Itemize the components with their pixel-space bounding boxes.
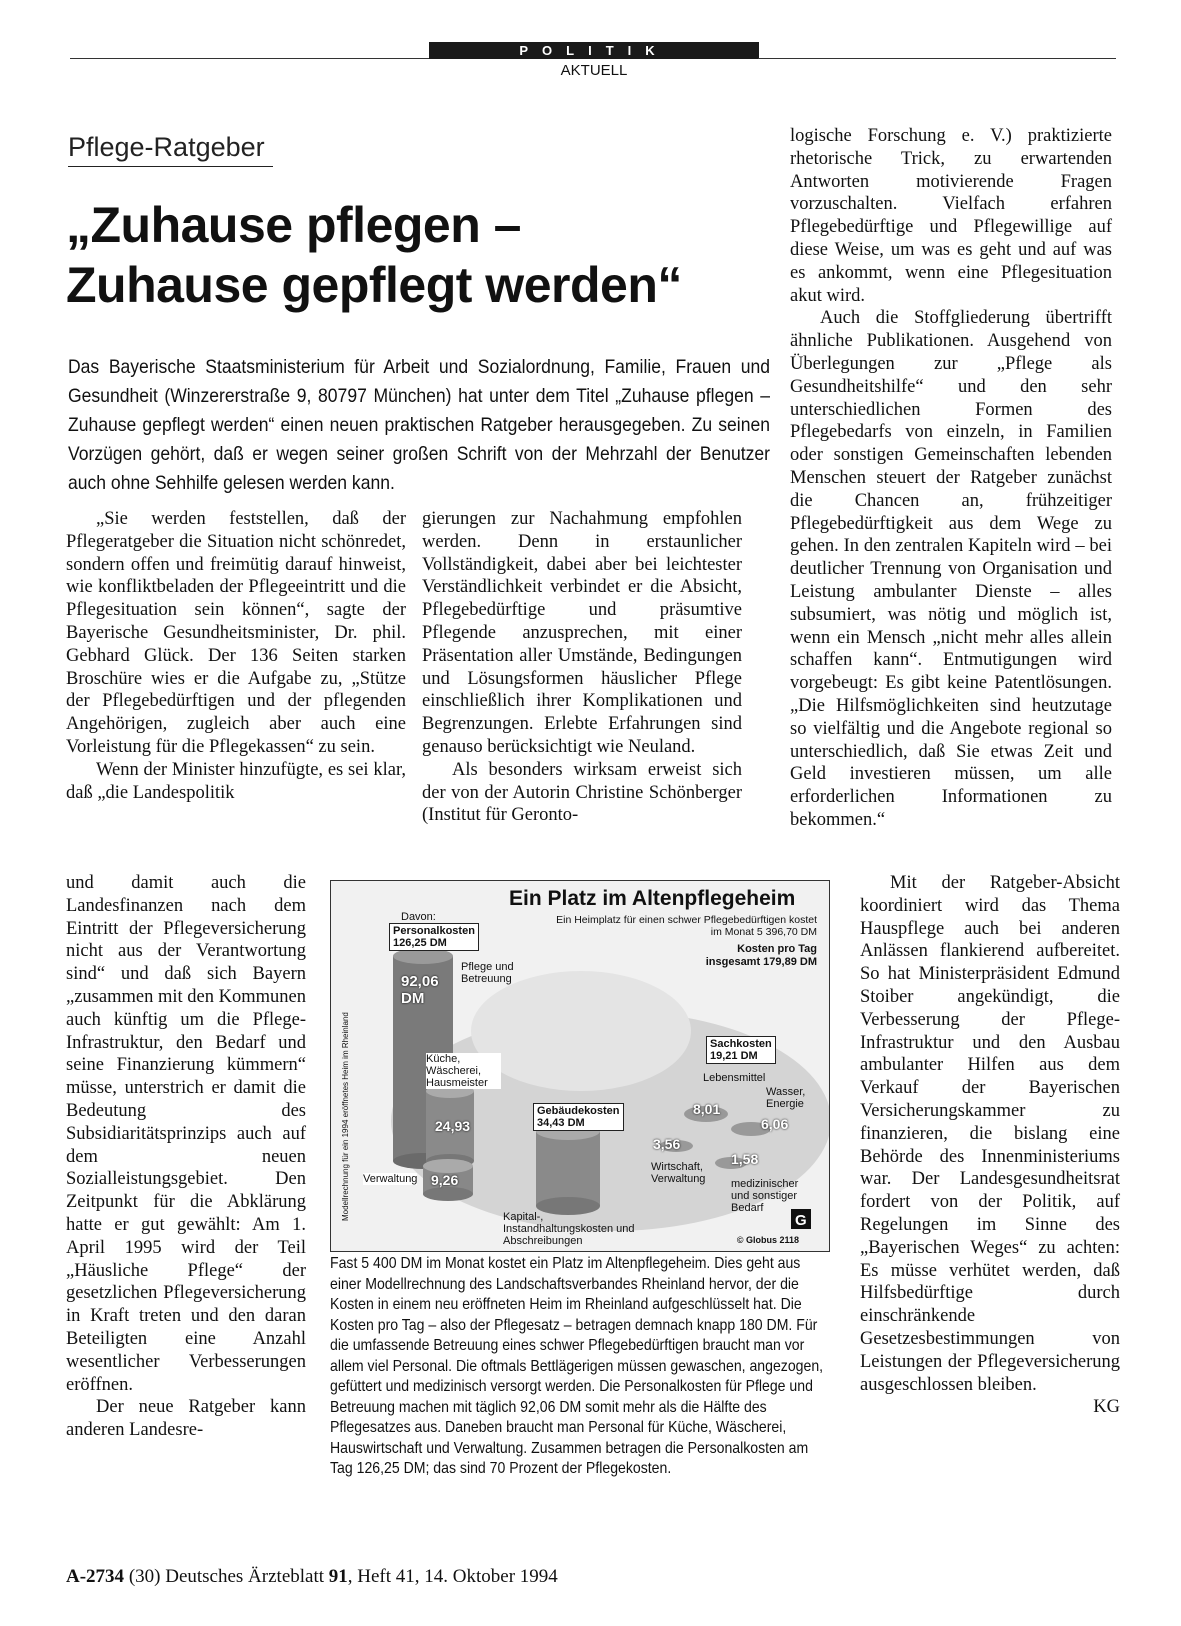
wirtschaft-label: Wirtschaft, Verwaltung — [651, 1161, 706, 1185]
kueche-label: Küche, Wäscherei, Hausmeister — [426, 1053, 501, 1089]
paragraph: Auch die Stoffgliederung übertrifft ähnliche Publikationen. Ausgehend von Überlegungen zur „Pflege als Gesundheitshilfe“ und den sehr unterschiedlichen Formen des Pflegebedarfs von einzeln, in Familien oder sonstigen Gemeinschaften lebenden Menschen steuert der Ratgeber zunächst die Chancen an, frühzeitiger Pflegebedürftigkeit aus dem Wege zu gehen. In den zentralen Kapiteln wird – bei deutlicher Trennung von Organisation und Leistung ambulanter Dienste – alles subsumiert, was nötig und möglich ist, wenn ein Mensch „nicht mehr alles allein schaffen kann“. Entmutigungen wird vorgebeugt: Es gibt keine Patentlösungen. „Die Hilfsmöglichkeiten sind heutzutage so vielfältig und die Angebote regional so unterschiedlich, daß Sie etwas Zeit und Geld investieren müssen, um alle erforderlichen Informationen zu bekommen.“ — [790, 308, 1112, 830]
infographic-figure — [330, 880, 830, 1252]
svg-text:G: G — [795, 1212, 807, 1229]
verwaltung-value: 9,26 — [431, 1172, 459, 1188]
lebensmittel-label: Lebensmittel — [703, 1072, 766, 1084]
davon-label: Davon: — [401, 911, 436, 923]
paragraph: Mit der Ratgeber-Absicht koordiniert wird das Thema Hauspflege auch bei anderen Anlässen flankierend aufbereitet. So hat Ministerpräsident Edmund Stoiber angekündigt, die Verbesserung der Pflege-Infrastruktur und den Ausbau ambulanter Hilfen aus dem Verkauf der Bayerischen Versicherungskammer zu finanzieren, die bislang eine Behörde des Innenministeriums war. Der Landesgesundheitsrat fordert von der Politik, auf Regelungen im Sinne des „Bayerischen Weges“ zu achten: Es müsse verhütet werden, daß Hilfsbedürftige durch einschränkende Gesetzesbestimmungen von Leistungen der Pflegeversicherung ausgeschlossen bleiben. — [860, 873, 1120, 1395]
paragraph: gierungen zur Nachahmung empfohlen werden. Denn in erstaunlicher Vollständigkeit, dabei aber bei leichtester Verständlichkeit verbindet er die Absicht, Pflegebedürftige und präsumtive Pflegende anzusprechen, mit einer Präsentation aller Umstände, Bedingungen und Lösungsformen häuslicher Pflege einschließlich ihrer Komplikationen und Begrenzungen. Erlebte Erfahrungen sind genauso berücksichtigt wie Neuland. — [422, 509, 742, 757]
journal-name: Deutsches Ärzteblatt — [165, 1566, 325, 1587]
gebaeude-label: Gebäudekosten — [537, 1105, 620, 1117]
page-code: A-2734 — [66, 1566, 125, 1587]
gebaeude-box — [533, 1103, 624, 1131]
journal-issue: , Heft 41, 14. Oktober 1994 — [347, 1566, 558, 1587]
total-label: Kosten pro Tag — [737, 943, 817, 955]
headline-line-1: „Zuhause pflegen – — [66, 197, 521, 253]
pflege-value-unit: DM — [401, 990, 425, 1007]
page-number: (30) — [128, 1566, 161, 1587]
wasser-value: 6,06 — [761, 1116, 789, 1132]
article-lead: Das Bayerische Staatsministerium für Arbeit und Sozialordnung, Familie, Frauen und Gesundheit (Winzererstraße 9, 80797 München) hat unter dem Titel „Zuhause pflegen – Zuhause gepflegt werden“ einen neuen praktischen Ratgeber herausgegeben. Zu seinen Vorzügen gehört, daß er wegen seiner großen Schrift von der Mehrzahl der Benutzer auch ohne Sehhilfe gelesen werden kann. — [68, 356, 770, 494]
total-value: insgesamt 179,89 DM — [705, 956, 817, 968]
body-column-3-continued — [860, 872, 1120, 1419]
wirtschaft-value: 3,56 — [653, 1136, 681, 1152]
figure-side-note: Modellrechnung für ein 1994 eröffnetes Heim im Rheinland — [341, 1012, 350, 1221]
body-column-2 — [422, 508, 742, 827]
paragraph: „Sie werden feststellen, daß der Pflegeratgeber die Situation nicht schönredet, sondern offen und freimütig darauf hinweist, wie konfliktbeladen der Pflegeeintritt und die Pflegesituation sein können“, sagte der Bayerische Gesundheitsminister, Dr. phil. Gebhard Glück. Der 136 Seiten starken Broschüre wies er die Aufgabe zu, „Stütze der Pflegebedürftigen und der pflegenden Angehörigen, zugleich aber auch eine Vorleistung für die Pflegekassen“ zu sein. — [66, 509, 406, 757]
paragraph: logische Forschung e. V.) praktizierte rhetorische Trick, zu erwartenden Antworten motivierende Fragen vorzuschalten. Vielfach erfahren Pflegebedürftige und Pflegewillige auf diese Weise, um was es geht und auf was es ankommt, wenn eine Pflegesituation akut wird. — [790, 126, 1112, 306]
paragraph: Als besonders wirksam erweist sich der von der Autorin Christine Schönberger (Institut für Geronto- — [422, 759, 742, 826]
figure-caption: Fast 5 400 DM im Monat kostet ein Platz im Altenpflegeheim. Dies geht aus einer Modellrechnung des Landschaftsverbandes Rheinland hervor, der die Kosten in einem neu eröffneten Heim im Rheinland aufgeschlüsselt hat. Die Kosten pro Tag – also der Pflegesatz – betragen demnach knapp 180 DM. Für die umfassende Betreuung eines schwer Pflegebedürftigen braucht man vor allem viel Personal. Die oftmals Bettlägerigen müssen gewaschen, angezogen, gefüttert und medizinisch versorgt werden. Die Personalkosten für Pflege und Betreuung machen mit täglich 92,06 DM somit mehr als die Hälfte des Pflegesatzes aus. Daneben braucht man Personal für Küche, Wäscherei, Hauswirtschaft und Verwaltung. Zusammen betragen die Personalkosten am Tag 126,25 DM; das sind 70 Prozent der Pflegekosten. — [330, 1255, 824, 1477]
body-column-1 — [66, 508, 406, 804]
article-kicker: Pflege-Ratgeber — [68, 132, 273, 167]
sach-label: Sachkosten — [710, 1038, 772, 1050]
pflege-label: Pflege und Betreuung — [461, 961, 514, 985]
figure-total — [667, 943, 817, 969]
wasser-label: Wasser, Energie — [766, 1086, 806, 1110]
personal-box — [389, 923, 479, 951]
page-footer — [66, 1566, 558, 1588]
sach-box — [706, 1036, 776, 1064]
kueche-value: 24,93 — [435, 1118, 471, 1134]
headline-line-2: Zuhause gepflegt werden“ — [66, 257, 682, 313]
body-column-3 — [790, 125, 1112, 832]
header-rule-right — [758, 58, 1116, 59]
figure-title: Ein Platz im Altenpflegeheim — [509, 887, 796, 910]
pflege-value-number: 92,06 — [401, 973, 439, 990]
paragraph: und damit auch die Landesfinanzen nach dem Eintritt der Pflegeversicherung nicht aus der Verantwortung sind“ und daß sich Bayern „zusammen mit den Kommunen auch künftig um die Pflege-Infrastruktur, den Bedarf und seine Finanzierung kümmern“ müsse, unterstrich er damit die Bedeutung des Subsidiaritätsprinzips auch auf dem neuen Sozialleistungsgebiet. Den Zeitpunkt für die Abklärung hatte er gut gewählt: Am 1. April 1995 wird der Teil „Häusliche Pflege“ der gesetzlichen Pflegeversicherung in Kraft treten und den daran Beteiligten eine Anzahl wesentlicher Verbesserungen eröffnen. — [66, 873, 306, 1395]
author-signature: KG — [1093, 1397, 1120, 1418]
personal-value: 126,25 DM — [393, 937, 447, 949]
body-column-1-continued — [66, 872, 306, 1442]
gebaeude-value: 34,43 DM — [537, 1117, 585, 1129]
lebensmittel-value: 8,01 — [693, 1101, 721, 1117]
personal-label: Personalkosten — [393, 925, 475, 937]
medizin-label: medizinischer und sonstiger Bedarf — [731, 1178, 799, 1214]
article-headline — [66, 195, 766, 315]
journal-volume: 91 — [328, 1566, 348, 1587]
paragraph: Wenn der Minister hinzufügte, es sei klar, daß „die Landespolitik — [66, 759, 406, 803]
paragraph: Der neue Ratgeber kann anderen Landesre- — [66, 1397, 306, 1441]
figure-subtitle: Ein Heimplatz für einen schwer Pflegebedürftigen kostet im Monat 5 396,70 DM — [556, 914, 817, 938]
verwaltung-label: Verwaltung — [363, 1173, 418, 1185]
section-label: POLITIK — [429, 42, 759, 59]
kapital-label: Kapital-, Instandhaltungskosten und Abschreibungen — [503, 1211, 635, 1247]
pflege-value — [401, 973, 439, 1007]
header-rule-left — [70, 58, 430, 59]
medizin-value: 1,58 — [731, 1151, 759, 1167]
subsection-label: AKTUELL — [560, 62, 628, 79]
background-photo — [471, 971, 691, 1091]
sach-value: 19,21 DM — [710, 1050, 758, 1062]
figure-copyright: © Globus 2118 — [736, 1235, 799, 1245]
cylinder-gebaeude — [536, 1131, 600, 1206]
